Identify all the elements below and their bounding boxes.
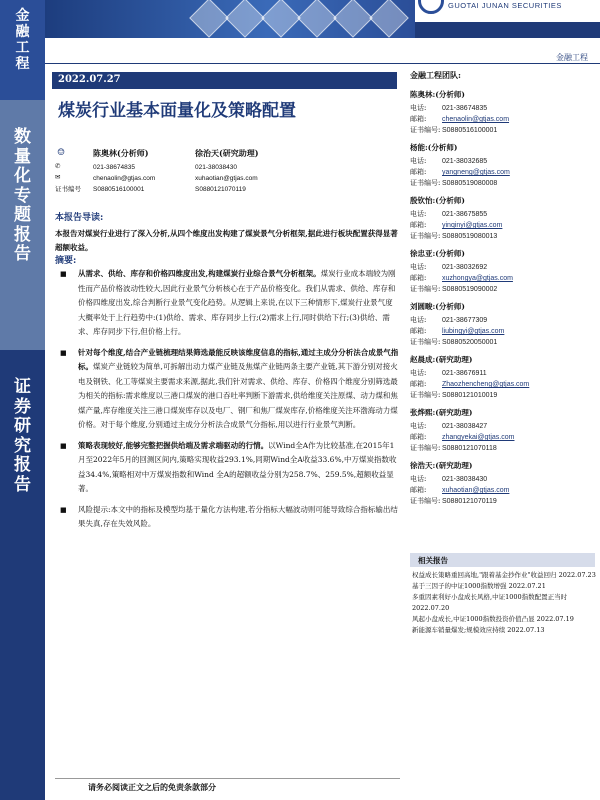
related-report-item[interactable]: 新能源车销量爆发;规模效应持续 2022.07.13 [412, 626, 545, 635]
abstract-bullet: ■ 从需求、供给、库存和价格四维度出发,构建煤炭行业综合景气分析框架。煤炭行业成本端较为刚性而产品价格波动性较大,因此行业景气分析核心在于产品价格变化。我们从需求、供给、库存和价格四维度出发,综合判断行业景气变化趋势。从逻辑上来说,在以下三种情形下,煤炭行业景气度大概率处于上行趋势中:(1)供给、需求、库存同步上行;(2)需求上行,同时供给下行;(3)供给、需求、库存同步下行,但价格上行。 [60, 267, 400, 340]
footer-rule [55, 778, 400, 779]
abstract-bullets [60, 267, 400, 538]
divider [45, 63, 600, 64]
sidebar-label-category: 金 融 工 程 [15, 8, 30, 73]
abstract-bullet: ■ 风险提示:本文中的指标及模型均基于量化方法构建,若分指标大幅波动则可能导致综合指标输出结果失真,存在失效风险。 [60, 503, 400, 532]
related-report-item[interactable]: 权益成长策略重回高地,"跟着基金抄作业"收益回归 2022.07.23 [412, 571, 596, 579]
member-email[interactable]: yangneng@gtjas.com [442, 169, 510, 176]
guide-text: 本报告对煤炭行业进行了深入分析,从四个维度出发构建了煤炭景气分析框架,据此进行板块配置获得显著超额收益。 [55, 229, 398, 252]
header-rule [415, 22, 600, 38]
team-member: 陈奥林:(分析师) 电话: 021-38674835 邮箱: chenaolin@gtjas.com 证书编号: S0880516100001 [410, 89, 595, 136]
team-member: 徐浩天:(研究助理) 电话: 021-38038430 邮箱: xuhaotian@gtjas.com 证书编号: S0880121070119 [410, 460, 595, 507]
member-email[interactable]: liubingyi@gtjas.com [442, 328, 505, 335]
team-heading: 金融工程团队: [410, 70, 461, 80]
related-report-item[interactable]: 多重因素利好小盘成长风格,中证1000指数配置正当时 2022.07.20 [412, 593, 568, 612]
abstract-heading: 摘要: [55, 256, 77, 266]
team-member: 殷钦怡:(分析师) 电话: 021-38675855 邮箱: yinqinyi@gtjas.com 证书编号: S0880519080013 [410, 195, 595, 242]
company-logo [418, 0, 600, 16]
related-reports [412, 570, 597, 636]
member-email[interactable]: chenaolin@gtjas.com [442, 116, 510, 123]
abstract-bullet: ■ 策略表现较好,能够完整把握供给端及需求端驱动的行情。以Wind全A作为比较基准,在2015年1月至2022年5月的回测区间内,策略实现收益293.1%,同期Wind全A收益33.6%,中万煤炭指数收益34.4%,策略相对中万煤炭指数和Wind 全A的超额收益分别为258.7%、259.5%,超额收益显著。 [60, 439, 400, 497]
member-name: 刘圆畯:(分析师) [410, 302, 465, 311]
member-name: 杨能:(分析师) [410, 143, 458, 152]
member-email[interactable]: xuzhongya@gtjas.com [442, 275, 513, 282]
banner-decoration [195, 4, 403, 32]
member-email[interactable]: Zhaozhencheng@gtjas.com [442, 381, 530, 388]
team-panel [410, 70, 595, 513]
section-label: 金融工程 [556, 53, 588, 62]
member-email[interactable]: xuhaotian@gtjas.com [442, 487, 510, 494]
author-2: 徐治天(研究助理) 021-38038430 xuhaotian@gtjas.com S0880121070119 [195, 148, 259, 193]
footer-disclaimer: 请务必阅读正文之后的免责条款部分 [88, 782, 216, 792]
member-email[interactable]: zhangyekai@gtjas.com [442, 434, 515, 441]
logo-icon [418, 0, 444, 14]
logo-text: GUOTAI JUNAN SECURITIES [448, 1, 562, 10]
author-labels: ✆ ✉ 证书编号 [55, 162, 81, 193]
member-name: 陈奥林:(分析师) [410, 90, 465, 99]
mail-icon: ✉ [55, 173, 61, 181]
member-name: 徐忠亚:(分析师) [410, 249, 465, 258]
member-name: 张烨熙:(研究助理) [410, 408, 473, 417]
report-title: 煤炭行业基本面量化及策略配置 [58, 101, 296, 121]
abstract-bullet: ■ 针对每个维度,结合产业链梳理结果筛选最能反映该维度信息的指标,通过主成分分析法合成景气指标。煤炭产业链较为简单,可拆解出动力煤产业链及焦煤产业链两条主要产业链,其下游分别对接火电及钢铁、化工等煤炭主要需求来源,据此,我们针对需求、供给、库存、价格四个维度分别筛选最为相关的指标:需求维度以三港口煤炭的港口吞吐率判断下游需求,供给维度关注原煤、动力煤和焦煤产量,库存维度关注三港口煤炭库存以及电厂、钢厂和焦厂煤炭库存,价格维度关注环渤海动力煤价格。对于每个维度,分别通过主成分分析法合成景气分指标,用以进行行业景气判断。 [60, 346, 400, 433]
team-member: 赵晨成:(研究助理) 电话: 021-38676911 邮箱: Zhaozhencheng@gtjas.com 证书编号: S0880121010019 [410, 354, 595, 401]
phone-icon: ✆ [55, 162, 61, 170]
sidebar-label-research: 证 券 研 究 报 告 [14, 377, 31, 495]
sidebar-label-type: 数 量 化 专 题 报 告 [14, 127, 31, 265]
report-guide [55, 210, 400, 255]
member-name: 赵晨成:(研究助理) [410, 355, 473, 364]
header-banner [45, 0, 415, 38]
related-report-item[interactable]: 基于三因子的中证1000指数增强 2022.07.21 [412, 582, 546, 591]
team-member: 张烨熙:(研究助理) 电话: 021-38038427 邮箱: zhangyekai@gtjas.com 证书编号: S0880121070118 [410, 407, 595, 454]
member-name: 徐浩天:(研究助理) [410, 461, 473, 470]
team-member: 杨能:(分析师) 电话: 021-38032685 邮箱: yangneng@gtjas.com 证书编号: S0880519080008 [410, 142, 595, 189]
author-1: 陈奥林(分析师) 021-38674835 chenaolin@gtjas.com S0880516100001 [93, 148, 156, 193]
report-date: 2022.07.27 [52, 72, 397, 89]
team-members [410, 89, 595, 507]
member-email[interactable]: yinqinyi@gtjas.com [442, 222, 503, 229]
guide-heading: 本报告导读: [55, 213, 104, 223]
related-report-item[interactable]: 风起小盘成长,中证1000指数投资价值凸显 2022.07.19 [412, 614, 574, 623]
team-member: 徐忠亚:(分析师) 电话: 021-38032692 邮箱: xuzhongya@gtjas.com 证书编号: S0880519090002 [410, 248, 595, 295]
left-sidebar [0, 0, 45, 800]
team-member: 刘圆畯:(分析师) 电话: 021-38677309 邮箱: liubingyi@gtjas.com 证书编号: S0880520050001 [410, 301, 595, 348]
person-icon: ☺ [57, 148, 66, 158]
related-heading: 相关报告 [410, 553, 595, 567]
member-name: 殷钦怡:(分析师) [410, 196, 465, 205]
